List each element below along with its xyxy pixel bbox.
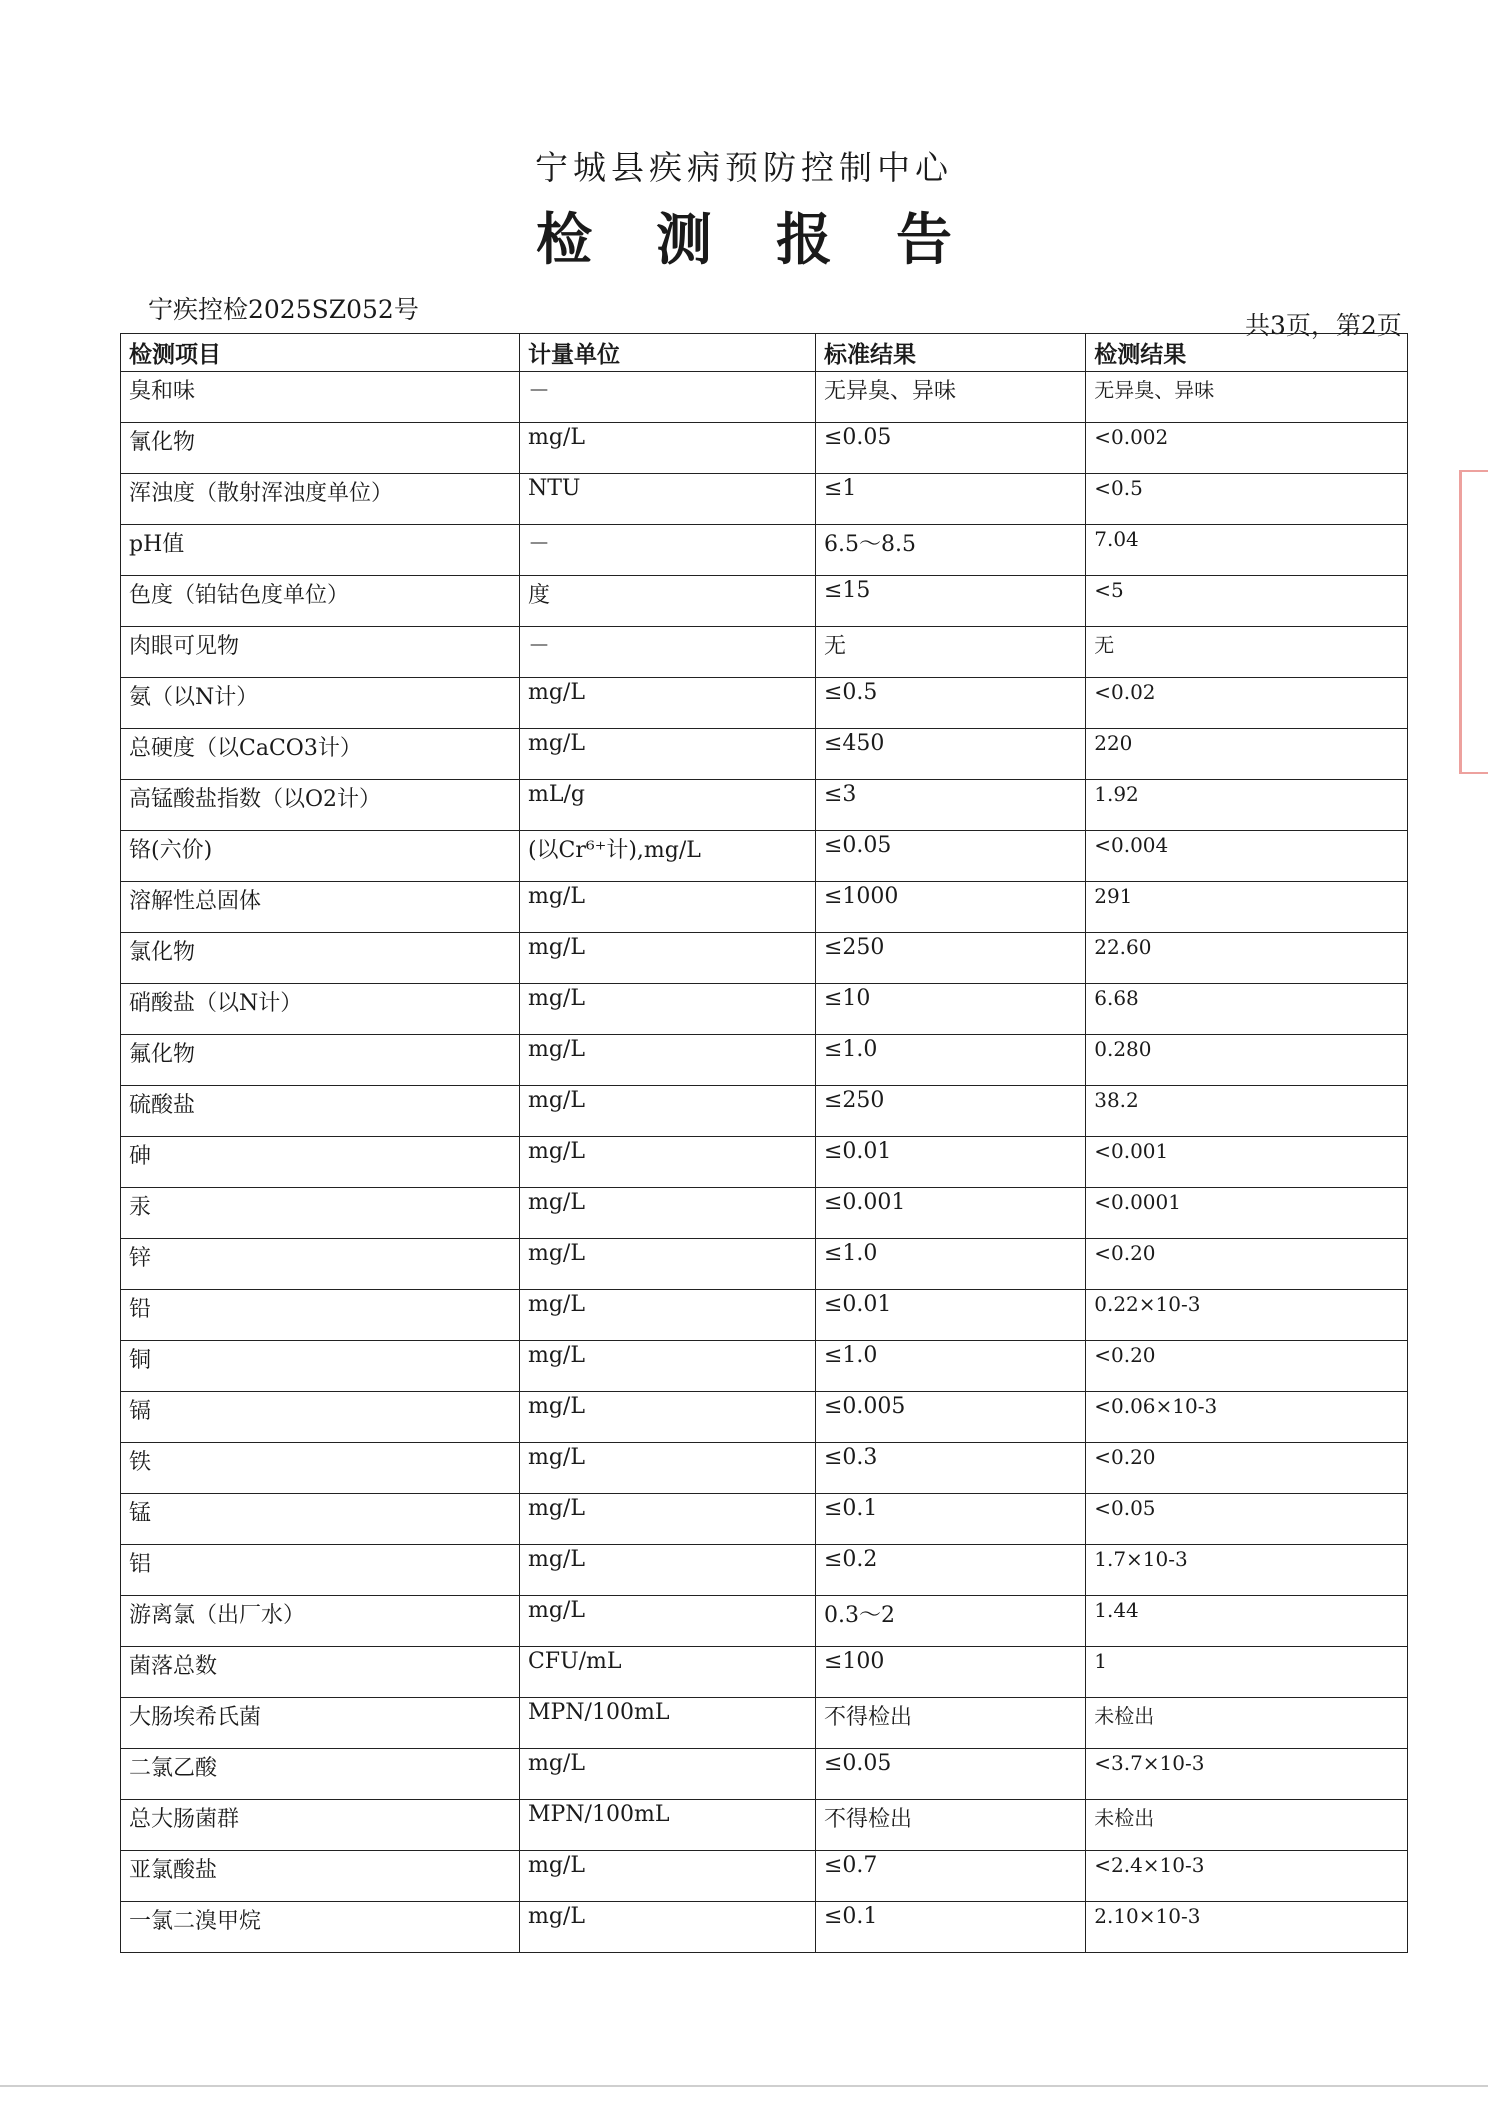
table-row — [121, 984, 1408, 1035]
cell-result: <0.20 — [1086, 1239, 1408, 1290]
cell-result: <0.004 — [1086, 831, 1408, 882]
cell-standard: ≤0.05 — [815, 423, 1085, 474]
cell-result: 无异臭、异味 — [1086, 372, 1408, 423]
table-row — [121, 1596, 1408, 1647]
cell-standard: ≤0.05 — [815, 1749, 1085, 1800]
column-header-item: 检测项目 — [121, 334, 520, 372]
cell-standard: ≤10 — [815, 984, 1085, 1035]
table-row — [121, 525, 1408, 576]
cell-result: 7.04 — [1086, 525, 1408, 576]
cell-item-name: 氰化物 — [121, 423, 520, 474]
cell-result: 22.60 — [1086, 933, 1408, 984]
table-row — [121, 1290, 1408, 1341]
cell-item-name: 氟化物 — [121, 1035, 520, 1086]
table-row — [121, 1188, 1408, 1239]
table-row — [121, 1239, 1408, 1290]
cell-unit: mg/L — [519, 933, 815, 984]
table-row — [121, 933, 1408, 984]
table-row — [121, 1443, 1408, 1494]
table-row — [121, 1392, 1408, 1443]
cell-unit: mg/L — [519, 1494, 815, 1545]
cell-result: 0.22×10-3 — [1086, 1290, 1408, 1341]
cell-unit: mg/L — [519, 1545, 815, 1596]
column-header-standard: 标准结果 — [815, 334, 1085, 372]
cell-standard: 6.5～8.5 — [815, 525, 1085, 576]
cell-unit: MPN/100mL — [519, 1698, 815, 1749]
cell-unit: mg/L — [519, 423, 815, 474]
cell-result: 未检出 — [1086, 1800, 1408, 1851]
cell-standard: ≤250 — [815, 933, 1085, 984]
cell-standard: 不得检出 — [815, 1800, 1085, 1851]
cell-standard: ≤0.01 — [815, 1290, 1085, 1341]
cell-item-name: 镉 — [121, 1392, 520, 1443]
cell-item-name: 铁 — [121, 1443, 520, 1494]
cell-result: 1.7×10-3 — [1086, 1545, 1408, 1596]
column-header-unit: 计量单位 — [519, 334, 815, 372]
cell-standard: ≤0.005 — [815, 1392, 1085, 1443]
table-row — [121, 1800, 1408, 1851]
cell-unit: mL/g — [519, 780, 815, 831]
cell-standard: ≤0.2 — [815, 1545, 1085, 1596]
cell-item-name: 二氯乙酸 — [121, 1749, 520, 1800]
cell-standard: ≤0.3 — [815, 1443, 1085, 1494]
cell-item-name: 氨（以N计） — [121, 678, 520, 729]
cell-item-name: pH值 — [121, 525, 520, 576]
cell-result: 38.2 — [1086, 1086, 1408, 1137]
cell-unit: mg/L — [519, 1188, 815, 1239]
cell-item-name: 肉眼可见物 — [121, 627, 520, 678]
cell-result: <0.002 — [1086, 423, 1408, 474]
cell-standard: ≤3 — [815, 780, 1085, 831]
cell-standard: 0.3～2 — [815, 1596, 1085, 1647]
cell-standard: ≤1.0 — [815, 1239, 1085, 1290]
cell-unit: CFU/mL — [519, 1647, 815, 1698]
cell-standard: ≤1.0 — [815, 1341, 1085, 1392]
cell-item-name: 铜 — [121, 1341, 520, 1392]
cell-result: <0.20 — [1086, 1443, 1408, 1494]
cell-unit: (以Cr⁶⁺计),mg/L — [519, 831, 815, 882]
cell-result: 未检出 — [1086, 1698, 1408, 1749]
cell-standard: ≤0.01 — [815, 1137, 1085, 1188]
cell-item-name: 锰 — [121, 1494, 520, 1545]
cell-unit: － — [519, 525, 815, 576]
cell-standard: ≤1000 — [815, 882, 1085, 933]
table-row — [121, 372, 1408, 423]
table-row — [121, 780, 1408, 831]
cell-item-name: 高锰酸盐指数（以O2计） — [121, 780, 520, 831]
cell-standard: 不得检出 — [815, 1698, 1085, 1749]
cell-standard: ≤0.1 — [815, 1494, 1085, 1545]
cell-result: 291 — [1086, 882, 1408, 933]
cell-unit: mg/L — [519, 1443, 815, 1494]
table-row — [121, 729, 1408, 780]
table-row — [121, 1086, 1408, 1137]
cell-result: 2.10×10-3 — [1086, 1902, 1408, 1953]
cell-result: 220 — [1086, 729, 1408, 780]
table-row — [121, 831, 1408, 882]
table-row — [121, 1494, 1408, 1545]
table-row — [121, 678, 1408, 729]
cell-result: 6.68 — [1086, 984, 1408, 1035]
page-info: 共3页，第2页 — [1245, 311, 1402, 340]
cell-standard: ≤0.7 — [815, 1851, 1085, 1902]
cell-unit: mg/L — [519, 678, 815, 729]
table-row — [121, 1341, 1408, 1392]
report-title: 检测报告 — [536, 207, 1016, 273]
table-row — [121, 1545, 1408, 1596]
cell-unit: － — [519, 627, 815, 678]
cell-standard: ≤1 — [815, 474, 1085, 525]
cell-result: <0.20 — [1086, 1341, 1408, 1392]
cell-result: <0.0001 — [1086, 1188, 1408, 1239]
cell-unit: NTU — [519, 474, 815, 525]
cell-result: <0.001 — [1086, 1137, 1408, 1188]
table-row — [121, 627, 1408, 678]
column-header-result: 检测结果 — [1086, 334, 1408, 372]
cell-standard: 无 — [815, 627, 1085, 678]
cell-item-name: 铅 — [121, 1290, 520, 1341]
organization-name: 宁城县疾病预防控制中心 — [535, 148, 953, 187]
cell-unit: mg/L — [519, 1749, 815, 1800]
table-row — [121, 1902, 1408, 1953]
cell-item-name: 总大肠菌群 — [121, 1800, 520, 1851]
cell-item-name: 铝 — [121, 1545, 520, 1596]
cell-item-name: 铬(六价) — [121, 831, 520, 882]
table-row — [121, 882, 1408, 933]
cell-unit: mg/L — [519, 1086, 815, 1137]
table-row — [121, 1851, 1408, 1902]
cell-unit: mg/L — [519, 882, 815, 933]
cell-unit: mg/L — [519, 1596, 815, 1647]
table-row — [121, 1647, 1408, 1698]
cell-item-name: 硫酸盐 — [121, 1086, 520, 1137]
cell-item-name: 汞 — [121, 1188, 520, 1239]
cell-result: <2.4×10-3 — [1086, 1851, 1408, 1902]
cell-item-name: 亚氯酸盐 — [121, 1851, 520, 1902]
cell-standard: ≤0.1 — [815, 1902, 1085, 1953]
cell-unit: mg/L — [519, 1035, 815, 1086]
cell-standard: ≤250 — [815, 1086, 1085, 1137]
cell-standard: ≤100 — [815, 1647, 1085, 1698]
table-row — [121, 1749, 1408, 1800]
cell-item-name: 菌落总数 — [121, 1647, 520, 1698]
table-row — [121, 1698, 1408, 1749]
cell-unit: mg/L — [519, 1239, 815, 1290]
cell-item-name: 一氯二溴甲烷 — [121, 1902, 520, 1953]
cell-unit: mg/L — [519, 984, 815, 1035]
cell-unit: － — [519, 372, 815, 423]
cell-standard: ≤450 — [815, 729, 1085, 780]
cell-unit: mg/L — [519, 1902, 815, 1953]
cell-item-name: 色度（铂钴色度单位） — [121, 576, 520, 627]
table-header-row — [121, 334, 1408, 372]
cell-item-name: 砷 — [121, 1137, 520, 1188]
cell-item-name: 氯化物 — [121, 933, 520, 984]
cell-unit: mg/L — [519, 1341, 815, 1392]
cell-result: <0.02 — [1086, 678, 1408, 729]
cell-unit: mg/L — [519, 729, 815, 780]
table-row — [121, 1137, 1408, 1188]
cell-item-name: 大肠埃希氏菌 — [121, 1698, 520, 1749]
cell-unit: mg/L — [519, 1851, 815, 1902]
cell-item-name: 臭和味 — [121, 372, 520, 423]
cell-standard: ≤0.05 — [815, 831, 1085, 882]
cell-unit: mg/L — [519, 1137, 815, 1188]
cell-result: <5 — [1086, 576, 1408, 627]
cell-result: <3.7×10-3 — [1086, 1749, 1408, 1800]
cell-item-name: 总硬度（以CaCO3计） — [121, 729, 520, 780]
seal-stamp-fragment — [1459, 470, 1488, 774]
table-row — [121, 1035, 1408, 1086]
cell-result: 1 — [1086, 1647, 1408, 1698]
cell-result: 1.44 — [1086, 1596, 1408, 1647]
cell-unit: 度 — [519, 576, 815, 627]
cell-item-name: 游离氯（出厂水） — [121, 1596, 520, 1647]
scan-edge-line — [0, 2085, 1488, 2087]
cell-standard: ≤1.0 — [815, 1035, 1085, 1086]
cell-standard: ≤0.001 — [815, 1188, 1085, 1239]
cell-unit: MPN/100mL — [519, 1800, 815, 1851]
cell-item-name: 硝酸盐（以N计） — [121, 984, 520, 1035]
cell-item-name: 锌 — [121, 1239, 520, 1290]
cell-result: <0.06×10-3 — [1086, 1392, 1408, 1443]
cell-result: <0.05 — [1086, 1494, 1408, 1545]
cell-result: 无 — [1086, 627, 1408, 678]
cell-standard: 无异臭、异味 — [815, 372, 1085, 423]
table-row — [121, 423, 1408, 474]
table-row — [121, 576, 1408, 627]
cell-item-name: 溶解性总固体 — [121, 882, 520, 933]
cell-unit: mg/L — [519, 1392, 815, 1443]
cell-result: <0.5 — [1086, 474, 1408, 525]
cell-standard: ≤15 — [815, 576, 1085, 627]
cell-item-name: 浑浊度（散射浑浊度单位） — [121, 474, 520, 525]
table-row — [121, 474, 1408, 525]
report-number: 宁疾控检2025SZ052号 — [148, 295, 419, 324]
cell-standard: ≤0.5 — [815, 678, 1085, 729]
results-table — [120, 333, 1408, 1953]
cell-unit: mg/L — [519, 1290, 815, 1341]
cell-result: 0.280 — [1086, 1035, 1408, 1086]
cell-result: 1.92 — [1086, 780, 1408, 831]
